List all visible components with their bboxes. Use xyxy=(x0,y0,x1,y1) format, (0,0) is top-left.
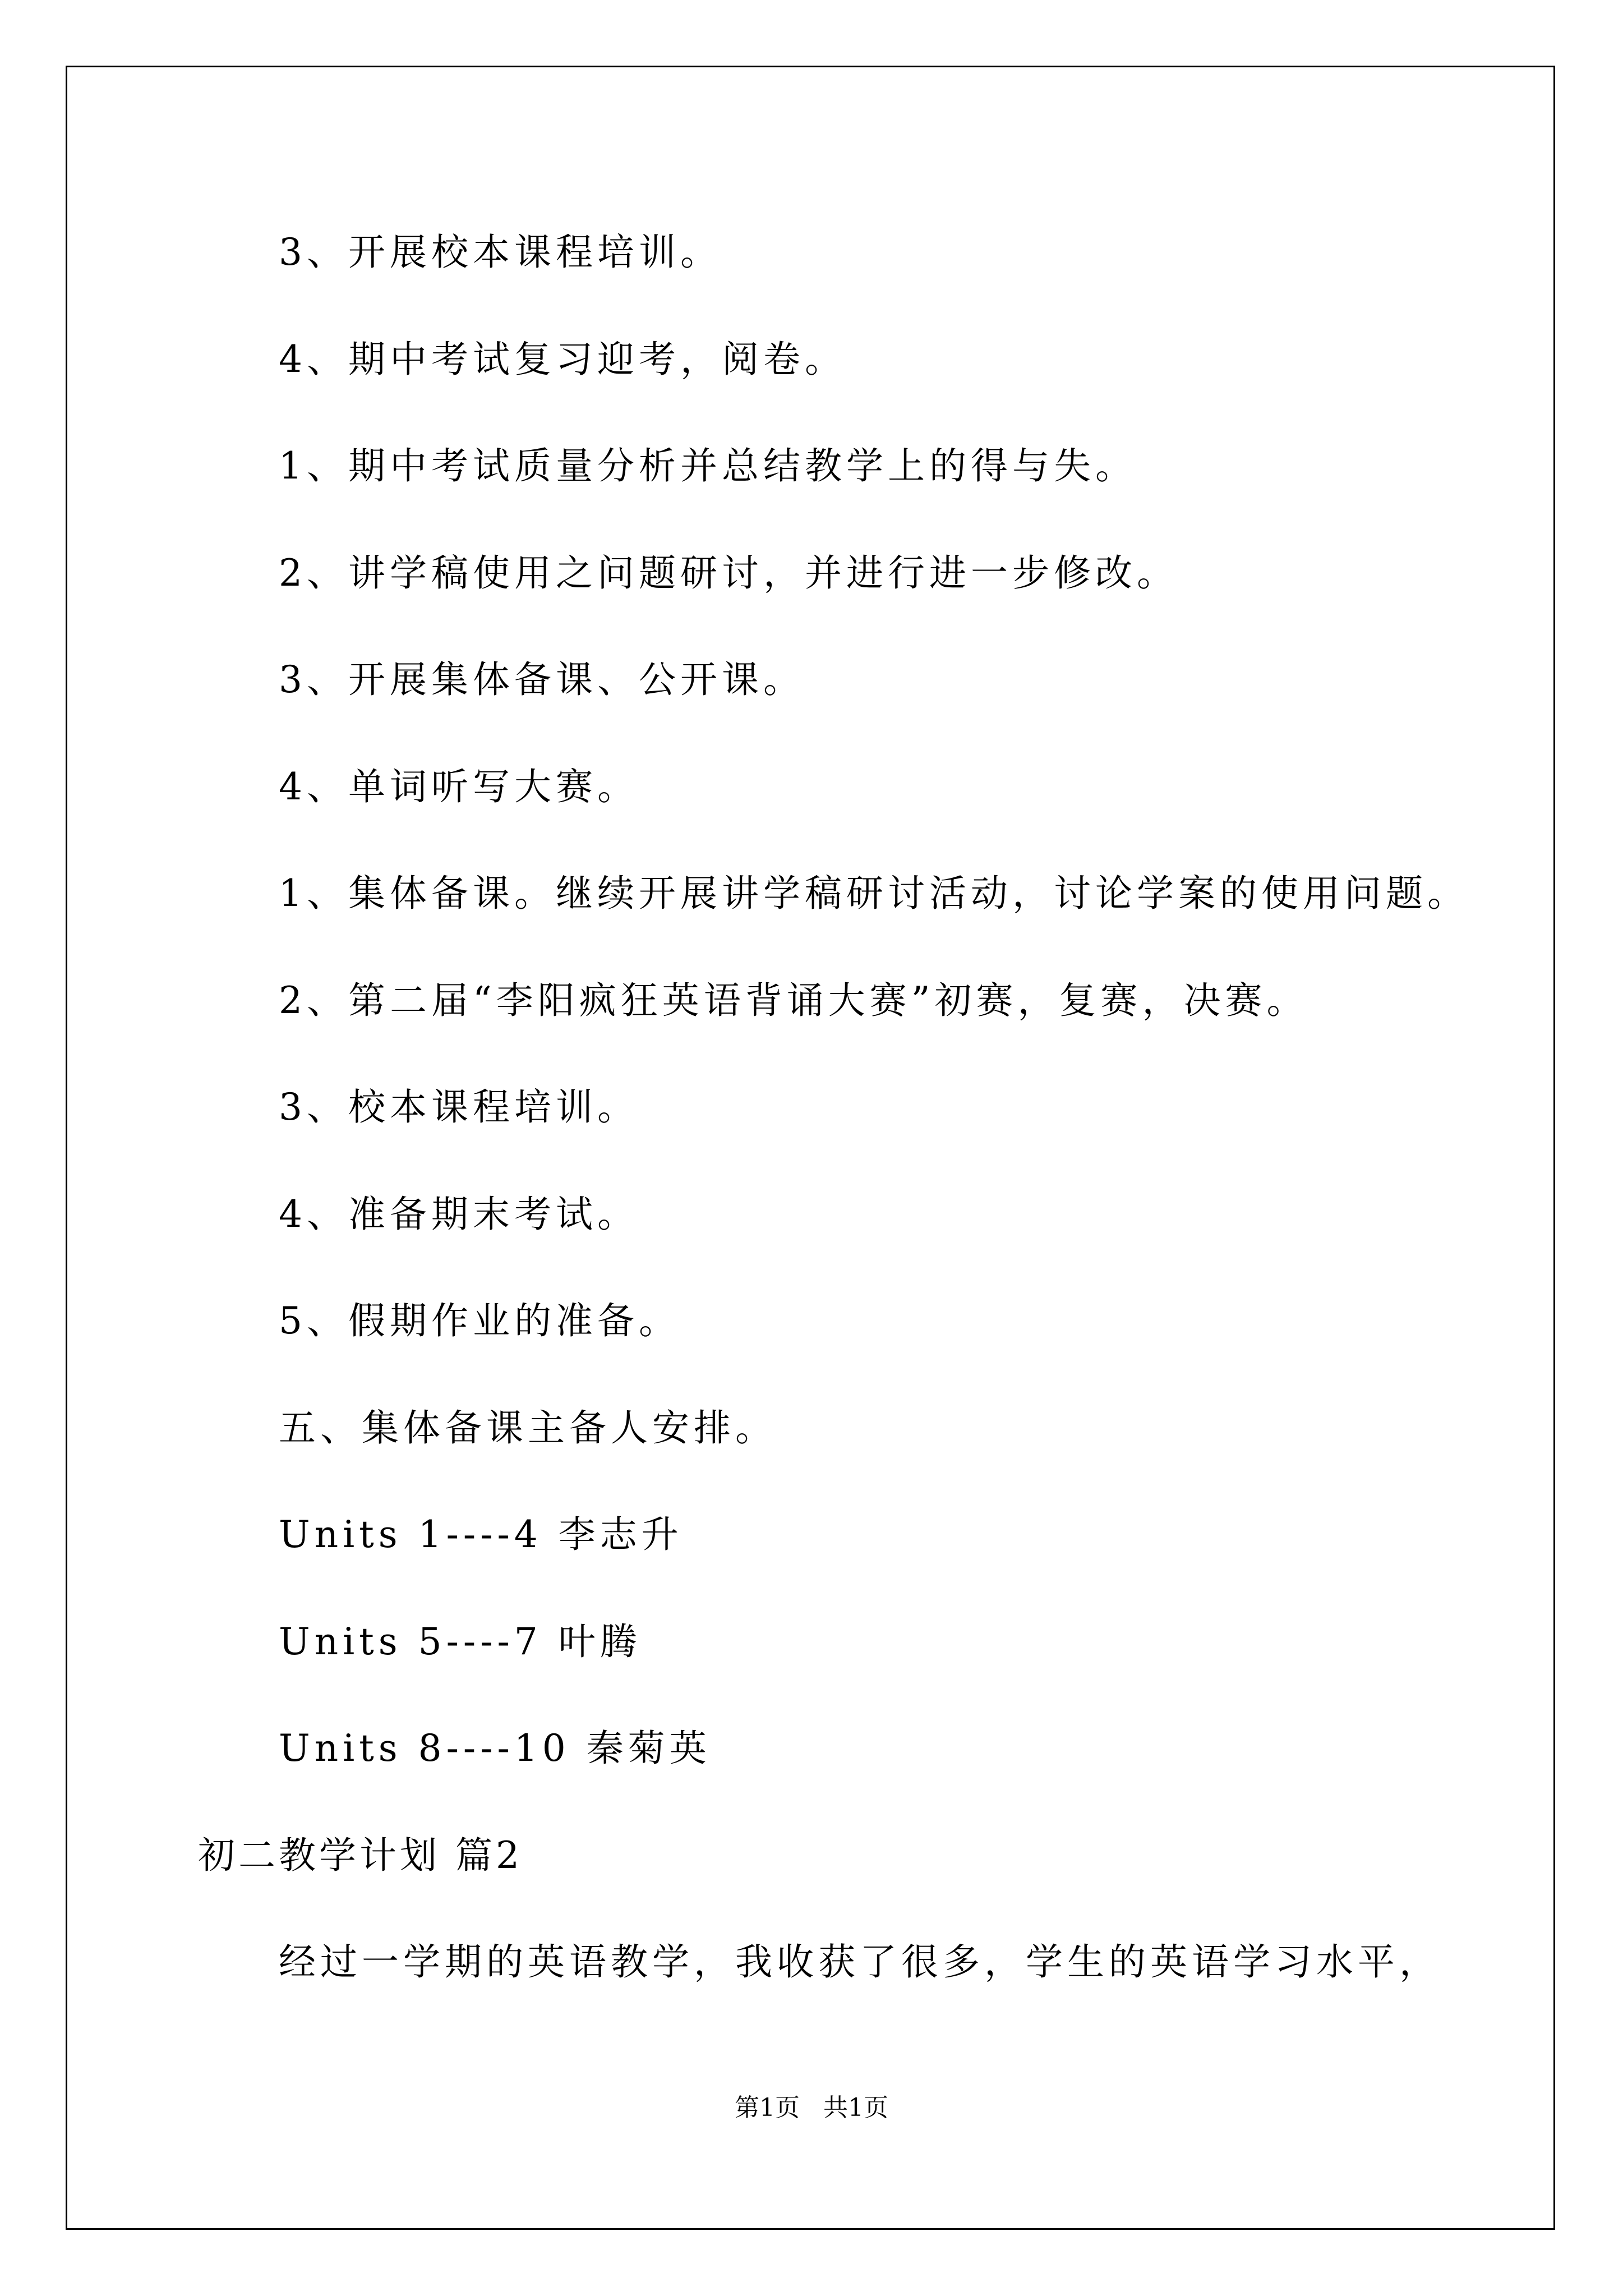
unit-assignment: Units 5----7 叶腾 xyxy=(279,1620,642,1663)
page-number: 第1页 xyxy=(735,2093,800,2122)
paragraph: 2、讲学稿使用之问题研讨，并进行进一步修改。 xyxy=(279,551,1178,595)
unit-assignment: Units 1----4 李志升 xyxy=(279,1513,683,1556)
paragraph: 5、假期作业的准备。 xyxy=(279,1299,680,1342)
paragraph: 3、开展校本课程培训。 xyxy=(279,231,722,274)
section-item: 五、集体备课主备人安排。 xyxy=(279,1406,777,1450)
paragraph: 4、期中考试复习迎考，阅卷。 xyxy=(279,338,846,381)
unit-assignment: Units 8----10 秦菊英 xyxy=(279,1727,711,1770)
paragraph: 4、单词听写大赛。 xyxy=(279,765,639,808)
paragraph: 3、开展集体备课、公开课。 xyxy=(279,658,805,701)
paragraph: 1、期中考试质量分析并总结教学上的得与失。 xyxy=(279,444,1137,487)
section-heading: 初二教学计划 篇2 xyxy=(198,1834,523,1877)
paragraph: 经过一学期的英语教学，我收获了很多，学生的英语学习水平， xyxy=(279,1940,1441,1984)
paragraph: 4、准备期末考试。 xyxy=(279,1193,639,1236)
page-border xyxy=(66,66,1555,2230)
paragraph: 1、集体备课。继续开展讲学稿研讨活动，讨论学案的使用问题。 xyxy=(279,872,1469,915)
paragraph: 3、校本课程培训。 xyxy=(279,1085,639,1129)
page-footer xyxy=(0,2091,1623,2125)
paragraph: 2、第二届“李阳疯狂英语背诵大赛”初赛，复赛，决赛。 xyxy=(279,979,1308,1022)
page-total: 共1页 xyxy=(823,2093,888,2122)
